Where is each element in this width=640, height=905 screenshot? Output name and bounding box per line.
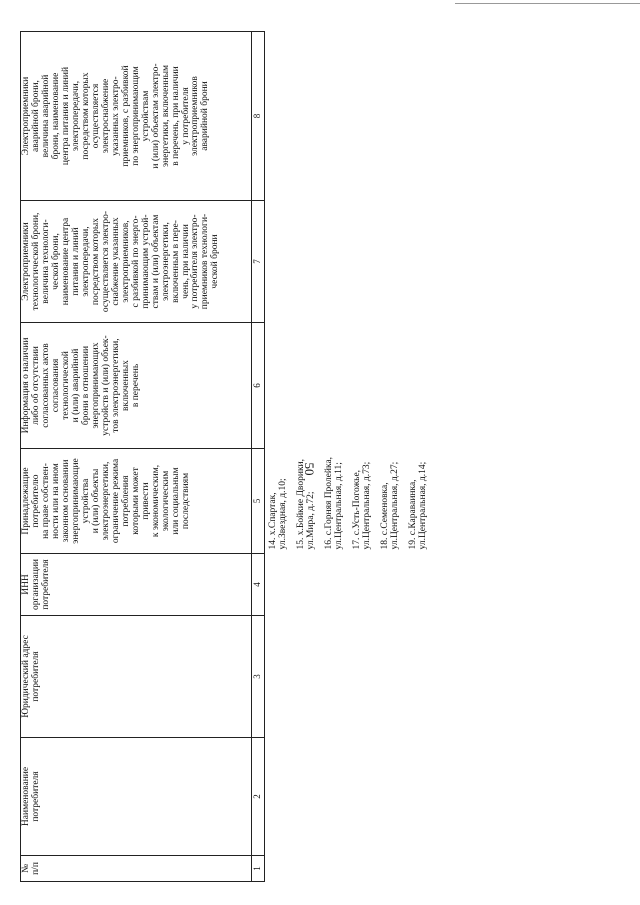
- top-rule: [455, 3, 640, 4]
- header-cell-2: Наименование потребителя: [21, 738, 252, 856]
- consumer-table: [20, 31, 437, 882]
- header-cell-4: ИНН организации потребителя: [21, 554, 252, 616]
- header-cell-8: Электроприемники аварийной брони, величина аварийной брони, наименование центра питания и линий электропередачи, посредством которых осуществляется электроснабжение указанных электро- приемников, с разбивкой по энергопринимающим устройствам и (или) объектам электро- энергетики, включенным в перечень, при наличии у потребителя электроприемников аварийной брони: [21, 32, 252, 201]
- table-header-row: [21, 32, 252, 882]
- table-data-row: [265, 32, 437, 882]
- header-cell-6: Информация о наличии либо об отсутствии согласованных актов согласования технологической и (или) аварийной брони в отношении энергопринимающих устройств и (или) объек- тов электроэнергетики, включенных в перечень: [21, 323, 252, 449]
- address-list: [265, 449, 437, 554]
- page-number: 50: [302, 462, 317, 476]
- list-item: 14. х.Спартак, ул.Звездная, д.10;: [268, 478, 288, 550]
- column-number-4: 4: [252, 554, 265, 616]
- list-item: 18. с.Семеновка, ул.Центральная, д.27;: [379, 461, 400, 550]
- column-number-6: 6: [252, 323, 265, 449]
- list-item: 16. с.Горняя Пролейка, ул.Центральная, д.11;: [323, 456, 344, 550]
- header-cell-3: Юридический адрес потребителя: [21, 616, 252, 738]
- header-cell-7: Электроприемники технологической брони, величина технологи- ческой брони, наименование центра питания и линий электропередачи, посредством которых осуществляется электро- снабжение указанных электроприемников, с разбивкой по энерго- принимающим устрой- ствам и (или) объектам электроэнергетики, включенным в пере- чень, при наличии у потребителя электро- приемников технологи- ческой брони: [21, 201, 252, 323]
- list-item: 15. х.Бойкие Дворики, ул.Мира, д.72;: [295, 458, 316, 550]
- list-item: 19. с.Караваинка, ул.Центральная, д.14;: [407, 461, 428, 550]
- list-item: 17. с.Усть-Погожье, ул.Центральная, д.73;: [351, 461, 372, 550]
- rotated-table-container: [20, 32, 428, 882]
- column-number-7: 7: [252, 201, 265, 323]
- column-number-5: 5: [252, 449, 265, 554]
- column-number-3: 3: [252, 616, 265, 738]
- column-number-1: 1: [252, 856, 265, 882]
- column-number-2: 2: [252, 738, 265, 856]
- column-number-8: 8: [252, 32, 265, 201]
- header-cell-5: Принадлежащие потребителю на праве собствен- ности или на ином законном основании энергопринимающие устройства и (или) объекты электроэнергетики, ограничение режима потребления которыми может привести к экономическим, экологическим или социальным последствиям: [21, 449, 252, 554]
- header-cell-1: № п/п: [21, 856, 252, 882]
- column-number-row: [252, 32, 265, 882]
